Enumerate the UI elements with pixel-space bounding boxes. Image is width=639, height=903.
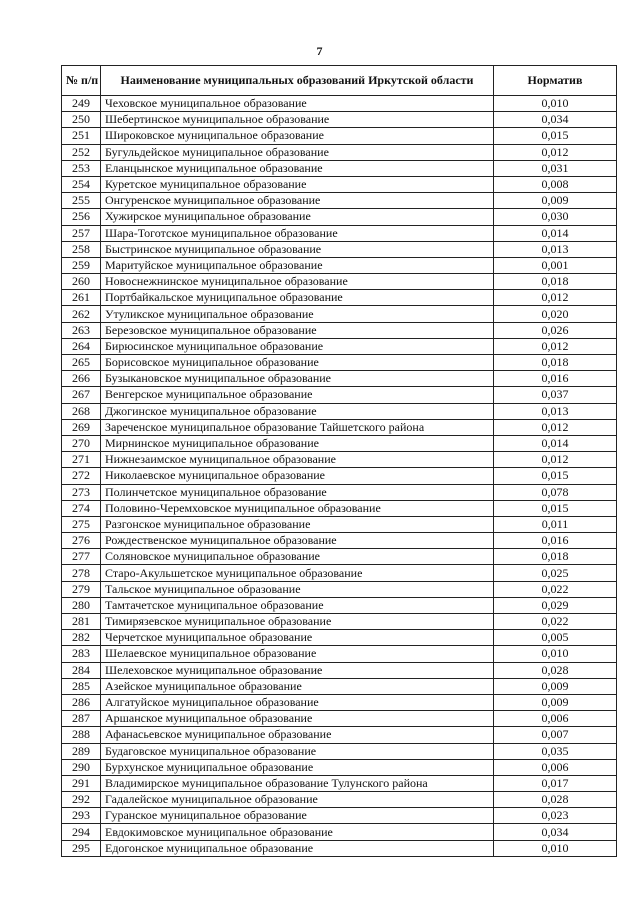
municipality-name-cell: Шелеховское муниципальное образование <box>101 662 494 678</box>
municipality-name-cell: Борисовское муниципальное образование <box>101 355 494 371</box>
normative-value-cell: 0,014 <box>494 435 617 451</box>
table-row <box>62 597 617 613</box>
table-row <box>62 662 617 678</box>
table-row <box>62 209 617 225</box>
normative-value-cell: 0,028 <box>494 662 617 678</box>
table-row <box>62 694 617 710</box>
municipality-name-cell: Половино-Черемховское муниципальное образование <box>101 500 494 516</box>
municipality-name-cell: Новоснежнинское муниципальное образование <box>101 274 494 290</box>
table-row <box>62 225 617 241</box>
table-row <box>62 727 617 743</box>
municipality-name-cell: Аршанское муниципальное образование <box>101 711 494 727</box>
row-number-cell: 281 <box>62 614 101 630</box>
normative-value-cell: 0,009 <box>494 694 617 710</box>
table-row <box>62 387 617 403</box>
normative-value-cell: 0,018 <box>494 355 617 371</box>
municipality-name-cell: Бирюсинское муниципальное образование <box>101 338 494 354</box>
municipality-name-cell: Мирнинское муниципальное образование <box>101 435 494 451</box>
table-row <box>62 500 617 516</box>
municipality-name-cell: Бурхунское муниципальное образование <box>101 759 494 775</box>
municipality-name-cell: Портбайкальское муниципальное образование <box>101 290 494 306</box>
table-row <box>62 96 617 112</box>
row-number-cell: 280 <box>62 597 101 613</box>
row-number-cell: 276 <box>62 533 101 549</box>
municipality-name-cell: Утуликское муниципальное образование <box>101 306 494 322</box>
normative-value-cell: 0,011 <box>494 516 617 532</box>
municipality-name-cell: Алгатуйское муниципальное образование <box>101 694 494 710</box>
row-number-cell: 264 <box>62 338 101 354</box>
row-number-cell: 292 <box>62 792 101 808</box>
table-row <box>62 355 617 371</box>
normative-value-cell: 0,015 <box>494 468 617 484</box>
municipality-name-cell: Разгонское муниципальное образование <box>101 516 494 532</box>
municipality-name-cell: Гуранское муниципальное образование <box>101 808 494 824</box>
table-row <box>62 452 617 468</box>
row-number-cell: 277 <box>62 549 101 565</box>
municipality-name-cell: Афанасьевское муниципальное образование <box>101 727 494 743</box>
municipality-name-cell: Зареченское муниципальное образование Тайшетского района <box>101 419 494 435</box>
normative-value-cell: 0,012 <box>494 290 617 306</box>
municipality-name-cell: Азейское муниципальное образование <box>101 678 494 694</box>
table-row <box>62 565 617 581</box>
municipality-name-cell: Березовское муниципальное образование <box>101 322 494 338</box>
normative-value-cell: 0,013 <box>494 241 617 257</box>
normative-value-cell: 0,012 <box>494 419 617 435</box>
normative-value-cell: 0,008 <box>494 176 617 192</box>
normative-value-cell: 0,022 <box>494 581 617 597</box>
table-row <box>62 792 617 808</box>
table-row <box>62 468 617 484</box>
row-number-cell: 285 <box>62 678 101 694</box>
normative-value-cell: 0,015 <box>494 500 617 516</box>
row-number-cell: 266 <box>62 371 101 387</box>
normative-value-cell: 0,016 <box>494 371 617 387</box>
municipality-name-cell: Николаевское муниципальное образование <box>101 468 494 484</box>
table-row <box>62 257 617 273</box>
row-number-cell: 257 <box>62 225 101 241</box>
table-row <box>62 775 617 791</box>
table-row <box>62 274 617 290</box>
row-number-cell: 283 <box>62 646 101 662</box>
row-number-cell: 258 <box>62 241 101 257</box>
table-row <box>62 516 617 532</box>
row-number-cell: 271 <box>62 452 101 468</box>
normative-value-cell: 0,001 <box>494 257 617 273</box>
row-number-cell: 293 <box>62 808 101 824</box>
table-row <box>62 160 617 176</box>
normative-value-cell: 0,020 <box>494 306 617 322</box>
table-row <box>62 646 617 662</box>
table-row <box>62 630 617 646</box>
table-row <box>62 306 617 322</box>
normative-value-cell: 0,031 <box>494 160 617 176</box>
normative-value-cell: 0,025 <box>494 565 617 581</box>
row-number-cell: 252 <box>62 144 101 160</box>
normative-value-cell: 0,023 <box>494 808 617 824</box>
table-row <box>62 614 617 630</box>
normative-value-cell: 0,018 <box>494 274 617 290</box>
column-header-normative: Норматив <box>494 66 617 96</box>
row-number-cell: 263 <box>62 322 101 338</box>
table-row <box>62 824 617 840</box>
municipality-name-cell: Тамтачетское муниципальное образование <box>101 597 494 613</box>
table-row <box>62 176 617 192</box>
table-row <box>62 322 617 338</box>
row-number-cell: 265 <box>62 355 101 371</box>
normative-value-cell: 0,006 <box>494 759 617 775</box>
table-row <box>62 759 617 775</box>
table-row <box>62 128 617 144</box>
row-number-cell: 270 <box>62 435 101 451</box>
municipality-name-cell: Тимирязевское муниципальное образование <box>101 614 494 630</box>
municipality-name-cell: Шебертинское муниципальное образование <box>101 112 494 128</box>
page-number: 7 <box>316 44 323 58</box>
row-number-cell: 287 <box>62 711 101 727</box>
table-row <box>62 193 617 209</box>
row-number-cell: 250 <box>62 112 101 128</box>
municipality-name-cell: Едогонское муниципальное образование <box>101 840 494 856</box>
normative-value-cell: 0,034 <box>494 824 617 840</box>
normative-value-cell: 0,012 <box>494 338 617 354</box>
row-number-cell: 291 <box>62 775 101 791</box>
normative-value-cell: 0,026 <box>494 322 617 338</box>
normative-value-cell: 0,014 <box>494 225 617 241</box>
normative-value-cell: 0,010 <box>494 646 617 662</box>
row-number-cell: 286 <box>62 694 101 710</box>
row-number-cell: 268 <box>62 403 101 419</box>
normative-value-cell: 0,009 <box>494 678 617 694</box>
normative-value-cell: 0,005 <box>494 630 617 646</box>
row-number-cell: 278 <box>62 565 101 581</box>
table-row <box>62 144 617 160</box>
municipality-name-cell: Будаговское муниципальное образование <box>101 743 494 759</box>
table-row <box>62 112 617 128</box>
row-number-cell: 267 <box>62 387 101 403</box>
table-row <box>62 840 617 856</box>
normative-value-cell: 0,007 <box>494 727 617 743</box>
table-row <box>62 403 617 419</box>
municipality-name-cell: Старо-Акульшетское муниципальное образование <box>101 565 494 581</box>
table-row <box>62 711 617 727</box>
row-number-cell: 273 <box>62 484 101 500</box>
municipality-name-cell: Чеховское муниципальное образование <box>101 96 494 112</box>
municipality-name-cell: Онгуренское муниципальное образование <box>101 193 494 209</box>
municipality-name-cell: Тальское муниципальное образование <box>101 581 494 597</box>
table-row <box>62 290 617 306</box>
table-header-row <box>62 66 617 96</box>
column-header-number: № п/п <box>62 66 101 96</box>
municipality-name-cell: Еланцынское муниципальное образование <box>101 160 494 176</box>
municipality-name-cell: Быстринское муниципальное образование <box>101 241 494 257</box>
normative-value-cell: 0,013 <box>494 403 617 419</box>
municipality-name-cell: Полинчетское муниципальное образование <box>101 484 494 500</box>
municipality-name-cell: Владимирское муниципальное образование Тулунского района <box>101 775 494 791</box>
municipality-name-cell: Широковское муниципальное образование <box>101 128 494 144</box>
municipality-name-cell: Нижнезаимское муниципальное образование <box>101 452 494 468</box>
municipality-name-cell: Гадалейское муниципальное образование <box>101 792 494 808</box>
normative-value-cell: 0,012 <box>494 144 617 160</box>
normative-value-cell: 0,037 <box>494 387 617 403</box>
table-row <box>62 533 617 549</box>
row-number-cell: 262 <box>62 306 101 322</box>
municipality-name-cell: Джогинское муниципальное образование <box>101 403 494 419</box>
municipality-name-cell: Бугульдейское муниципальное образование <box>101 144 494 160</box>
municipality-name-cell: Куретское муниципальное образование <box>101 176 494 192</box>
row-number-cell: 255 <box>62 193 101 209</box>
normative-value-cell: 0,035 <box>494 743 617 759</box>
row-number-cell: 290 <box>62 759 101 775</box>
row-number-cell: 294 <box>62 824 101 840</box>
column-header-name: Наименование муниципальных образований Иркутской области <box>101 66 494 96</box>
municipality-name-cell: Шара-Тоготское муниципальное образование <box>101 225 494 241</box>
normative-value-cell: 0,017 <box>494 775 617 791</box>
normative-value-cell: 0,015 <box>494 128 617 144</box>
row-number-cell: 261 <box>62 290 101 306</box>
normative-value-cell: 0,012 <box>494 452 617 468</box>
normative-value-cell: 0,078 <box>494 484 617 500</box>
normative-value-cell: 0,006 <box>494 711 617 727</box>
row-number-cell: 279 <box>62 581 101 597</box>
row-number-cell: 275 <box>62 516 101 532</box>
row-number-cell: 260 <box>62 274 101 290</box>
normative-value-cell: 0,030 <box>494 209 617 225</box>
row-number-cell: 272 <box>62 468 101 484</box>
table-row <box>62 484 617 500</box>
municipality-name-cell: Венгерское муниципальное образование <box>101 387 494 403</box>
table-row <box>62 371 617 387</box>
table-row <box>62 678 617 694</box>
normatives-table <box>61 65 617 857</box>
normative-value-cell: 0,010 <box>494 96 617 112</box>
table-row <box>62 338 617 354</box>
municipality-name-cell: Черчетское муниципальное образование <box>101 630 494 646</box>
municipality-name-cell: Хужирское муниципальное образование <box>101 209 494 225</box>
row-number-cell: 289 <box>62 743 101 759</box>
normative-value-cell: 0,029 <box>494 597 617 613</box>
row-number-cell: 269 <box>62 419 101 435</box>
municipality-name-cell: Шелаевское муниципальное образование <box>101 646 494 662</box>
normative-value-cell: 0,018 <box>494 549 617 565</box>
row-number-cell: 295 <box>62 840 101 856</box>
municipality-name-cell: Бузыкановское муниципальное образование <box>101 371 494 387</box>
table-row <box>62 743 617 759</box>
normative-value-cell: 0,009 <box>494 193 617 209</box>
row-number-cell: 249 <box>62 96 101 112</box>
row-number-cell: 282 <box>62 630 101 646</box>
normative-value-cell: 0,010 <box>494 840 617 856</box>
table-body <box>62 96 617 857</box>
row-number-cell: 284 <box>62 662 101 678</box>
table-row <box>62 808 617 824</box>
municipality-name-cell: Маритуйское муниципальное образование <box>101 257 494 273</box>
row-number-cell: 254 <box>62 176 101 192</box>
municipality-name-cell: Евдокимовское муниципальное образование <box>101 824 494 840</box>
normative-value-cell: 0,028 <box>494 792 617 808</box>
municipality-name-cell: Соляновское муниципальное образование <box>101 549 494 565</box>
table-row <box>62 581 617 597</box>
row-number-cell: 251 <box>62 128 101 144</box>
normative-value-cell: 0,034 <box>494 112 617 128</box>
row-number-cell: 274 <box>62 500 101 516</box>
row-number-cell: 259 <box>62 257 101 273</box>
row-number-cell: 256 <box>62 209 101 225</box>
table-row <box>62 435 617 451</box>
row-number-cell: 288 <box>62 727 101 743</box>
row-number-cell: 253 <box>62 160 101 176</box>
table-row <box>62 549 617 565</box>
table-row <box>62 241 617 257</box>
table-row <box>62 419 617 435</box>
municipality-name-cell: Рождественское муниципальное образование <box>101 533 494 549</box>
normative-value-cell: 0,016 <box>494 533 617 549</box>
normative-value-cell: 0,022 <box>494 614 617 630</box>
